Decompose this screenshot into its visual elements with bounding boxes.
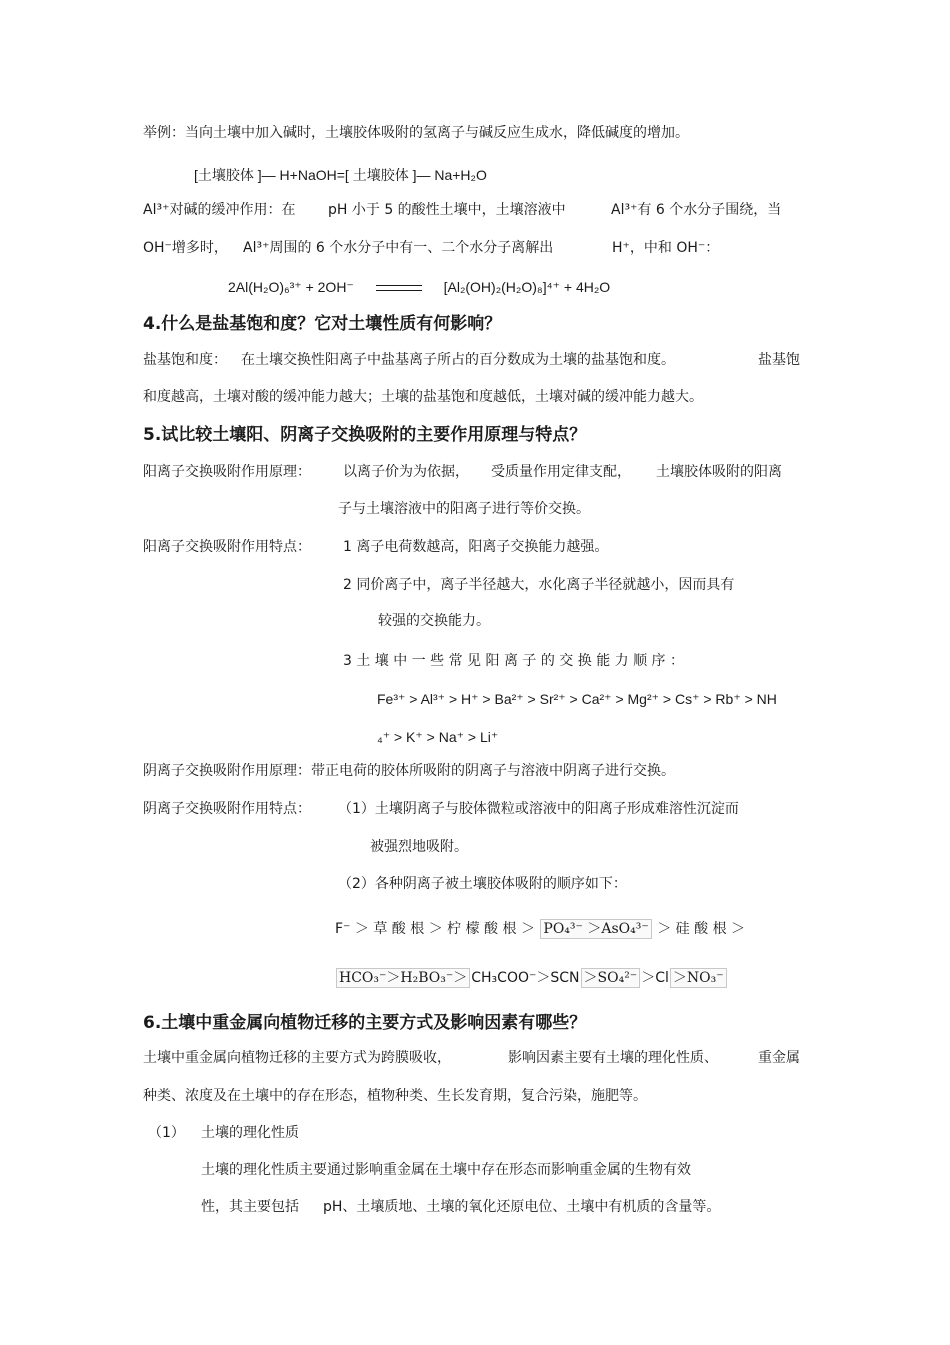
- anion-order-line-1: [335, 919, 745, 939]
- anion-principle: 阴离子交换吸附作用原理：带正电荷的胶体所吸附的阴离子与溶液中阴离子进行交换。: [143, 763, 675, 779]
- anion-order-1b: ＞ 硅 酸 根 ＞: [657, 921, 746, 937]
- equation-left: 2Al(H₂O)₆³⁺ + 2OH⁻: [228, 279, 354, 295]
- q6-line-1b: 影响因素主要有土壤的理化性质、: [508, 1050, 718, 1066]
- cation-feature-1: 1 离子电荷数越高，阳离子交换能力越强。: [343, 539, 609, 555]
- cation-feature-3: 3 土 壤 中 一 些 常 见 阳 离 子 的 交 换 能 力 顺 序 ：: [343, 653, 685, 669]
- anion-feature-2: （2）各种阴离子被土壤胶体吸附的顺序如下：: [338, 876, 627, 892]
- al-buffer-line-1c: Al³⁺有 6 个水分子围绕，当: [611, 202, 782, 218]
- q4-line-1c: 盐基饱: [758, 352, 800, 368]
- cation-principle-b: 受质量作用定律支配，: [491, 464, 631, 480]
- equation-al-hydrolysis: [228, 278, 610, 296]
- cation-principle-a: 以离子价为为依据，: [343, 464, 469, 480]
- q6-item-1-title: 土壤的理化性质: [201, 1125, 299, 1141]
- equation-acid-neutralization: [土壤胶体 ]— H+NaOH=[ 土壤胶体 ]— Na+H₂O: [194, 167, 487, 183]
- anion-order-2-formula-image-2: ＞SO₄²⁻: [581, 968, 641, 988]
- anion-order-1a: F⁻ ＞ 草 酸 根 ＞ 柠 檬 酸 根 ＞: [335, 921, 535, 937]
- q6-line-2: 种类、浓度及在土壤中的存在形态，植物种类、生长发育期，复合污染，施肥等。: [143, 1088, 647, 1104]
- q4-line-2: 和度越高，土壤对酸的缓冲能力越大；土壤的盐基饱和度越低，土壤对碱的缓冲能力越大。: [143, 389, 703, 405]
- al-buffer-line-2c: H⁺，中和 OH⁻：: [612, 240, 720, 256]
- al-buffer-line-1a: Al³⁺对碱的缓冲作用：在: [143, 202, 296, 218]
- anion-order-2-mid: CH₃COO⁻＞SCN: [471, 970, 580, 986]
- anion-feature-1b: 被强烈地吸附。: [370, 839, 468, 855]
- al-buffer-line-2b: Al³⁺周围的 6 个水分子中有一、二个水分子离解出: [243, 240, 554, 256]
- anion-feature-1a: （1）土壤阴离子与胶体微粒或溶液中的阳离子形成难溶性沉淀而: [338, 801, 739, 817]
- anion-feature-label: 阴离子交换吸附作用特点：: [143, 801, 311, 817]
- q6-line-1c: 重金属: [758, 1050, 800, 1066]
- cation-principle-label: 阳离子交换吸附作用原理：: [143, 464, 311, 480]
- anion-order-2-formula-image-3: ＞NO₃⁻: [670, 968, 727, 988]
- q6-line-1a: 土壤中重金属向植物迁移的主要方式为跨膜吸收，: [143, 1050, 451, 1066]
- al-buffer-line-2a: OH⁻增多时，: [143, 240, 228, 256]
- cation-exchange-order-1: Fe³⁺ > Al³⁺ > H⁺ > Ba²⁺ > Sr²⁺ > Ca²⁺ > Mg²⁺ > Cs⁺ > Rb⁺ > NH: [377, 691, 777, 707]
- heading-q6: 6.土壤中重金属向植物迁移的主要方式及影响因素有哪些？: [143, 1013, 587, 1033]
- q4-line-1b: 在土壤交换性阳离子中盐基离子所占的百分数成为土壤的盐基饱和度。: [241, 352, 675, 368]
- q6-item-1-text-b1: 性，其主要包括: [201, 1199, 299, 1215]
- cation-feature-label: 阳离子交换吸附作用特点：: [143, 539, 311, 555]
- cation-exchange-order-2: ₄⁺ > K⁺ > Na⁺ > Li⁺: [377, 729, 499, 745]
- example-line: 举例：当向土壤中加入碱时，土壤胶体吸附的氢离子与碱反应生成水，降低碱度的增加。: [143, 125, 689, 141]
- cation-principle-d: 子与土壤溶液中的阳离子进行等价交换。: [338, 501, 590, 517]
- q6-item-1-text-a: 土壤的理化性质主要通过影响重金属在土壤中存在形态而影响重金属的生物有效: [201, 1162, 691, 1178]
- equation-right: [Al₂(OH)₂(H₂O)₈]⁴⁺ + 4H₂O: [443, 279, 611, 295]
- anion-order-2-formula-image-1: HCO₃⁻＞H₂BO₃⁻＞: [336, 968, 470, 988]
- q6-item-1-number: （1）: [148, 1125, 185, 1141]
- heading-q4: 4.什么是盐基饱和度？它对土壤性质有何影响？: [143, 314, 502, 334]
- cation-feature-2b: 较强的交换能力。: [378, 613, 490, 629]
- cation-feature-2a: 2 同价离子中，离子半径越大，水化离子半径就越小，因而具有: [343, 577, 735, 593]
- q6-item-1-text-b2: pH、土壤质地、土壤的氧化还原电位、土壤中有机质的含量等。: [323, 1199, 721, 1215]
- cation-principle-c: 土壤胶体吸附的阳离: [656, 464, 782, 480]
- al-buffer-line-1b: pH 小于 5 的酸性土壤中，土壤溶液中: [328, 202, 566, 218]
- anion-order-2-cl: ＞Cl: [641, 970, 669, 986]
- equilibrium-arrow-icon: [376, 282, 422, 294]
- anion-order-line-2: [335, 968, 728, 988]
- heading-q5: 5.试比较土壤阳、阴离子交换吸附的主要作用原理与特点？: [143, 425, 587, 445]
- q4-line-1a: 盐基饱和度：: [143, 352, 227, 368]
- anion-order-1-formula-image: PO₄³⁻ ＞AsO₄³⁻: [540, 919, 651, 939]
